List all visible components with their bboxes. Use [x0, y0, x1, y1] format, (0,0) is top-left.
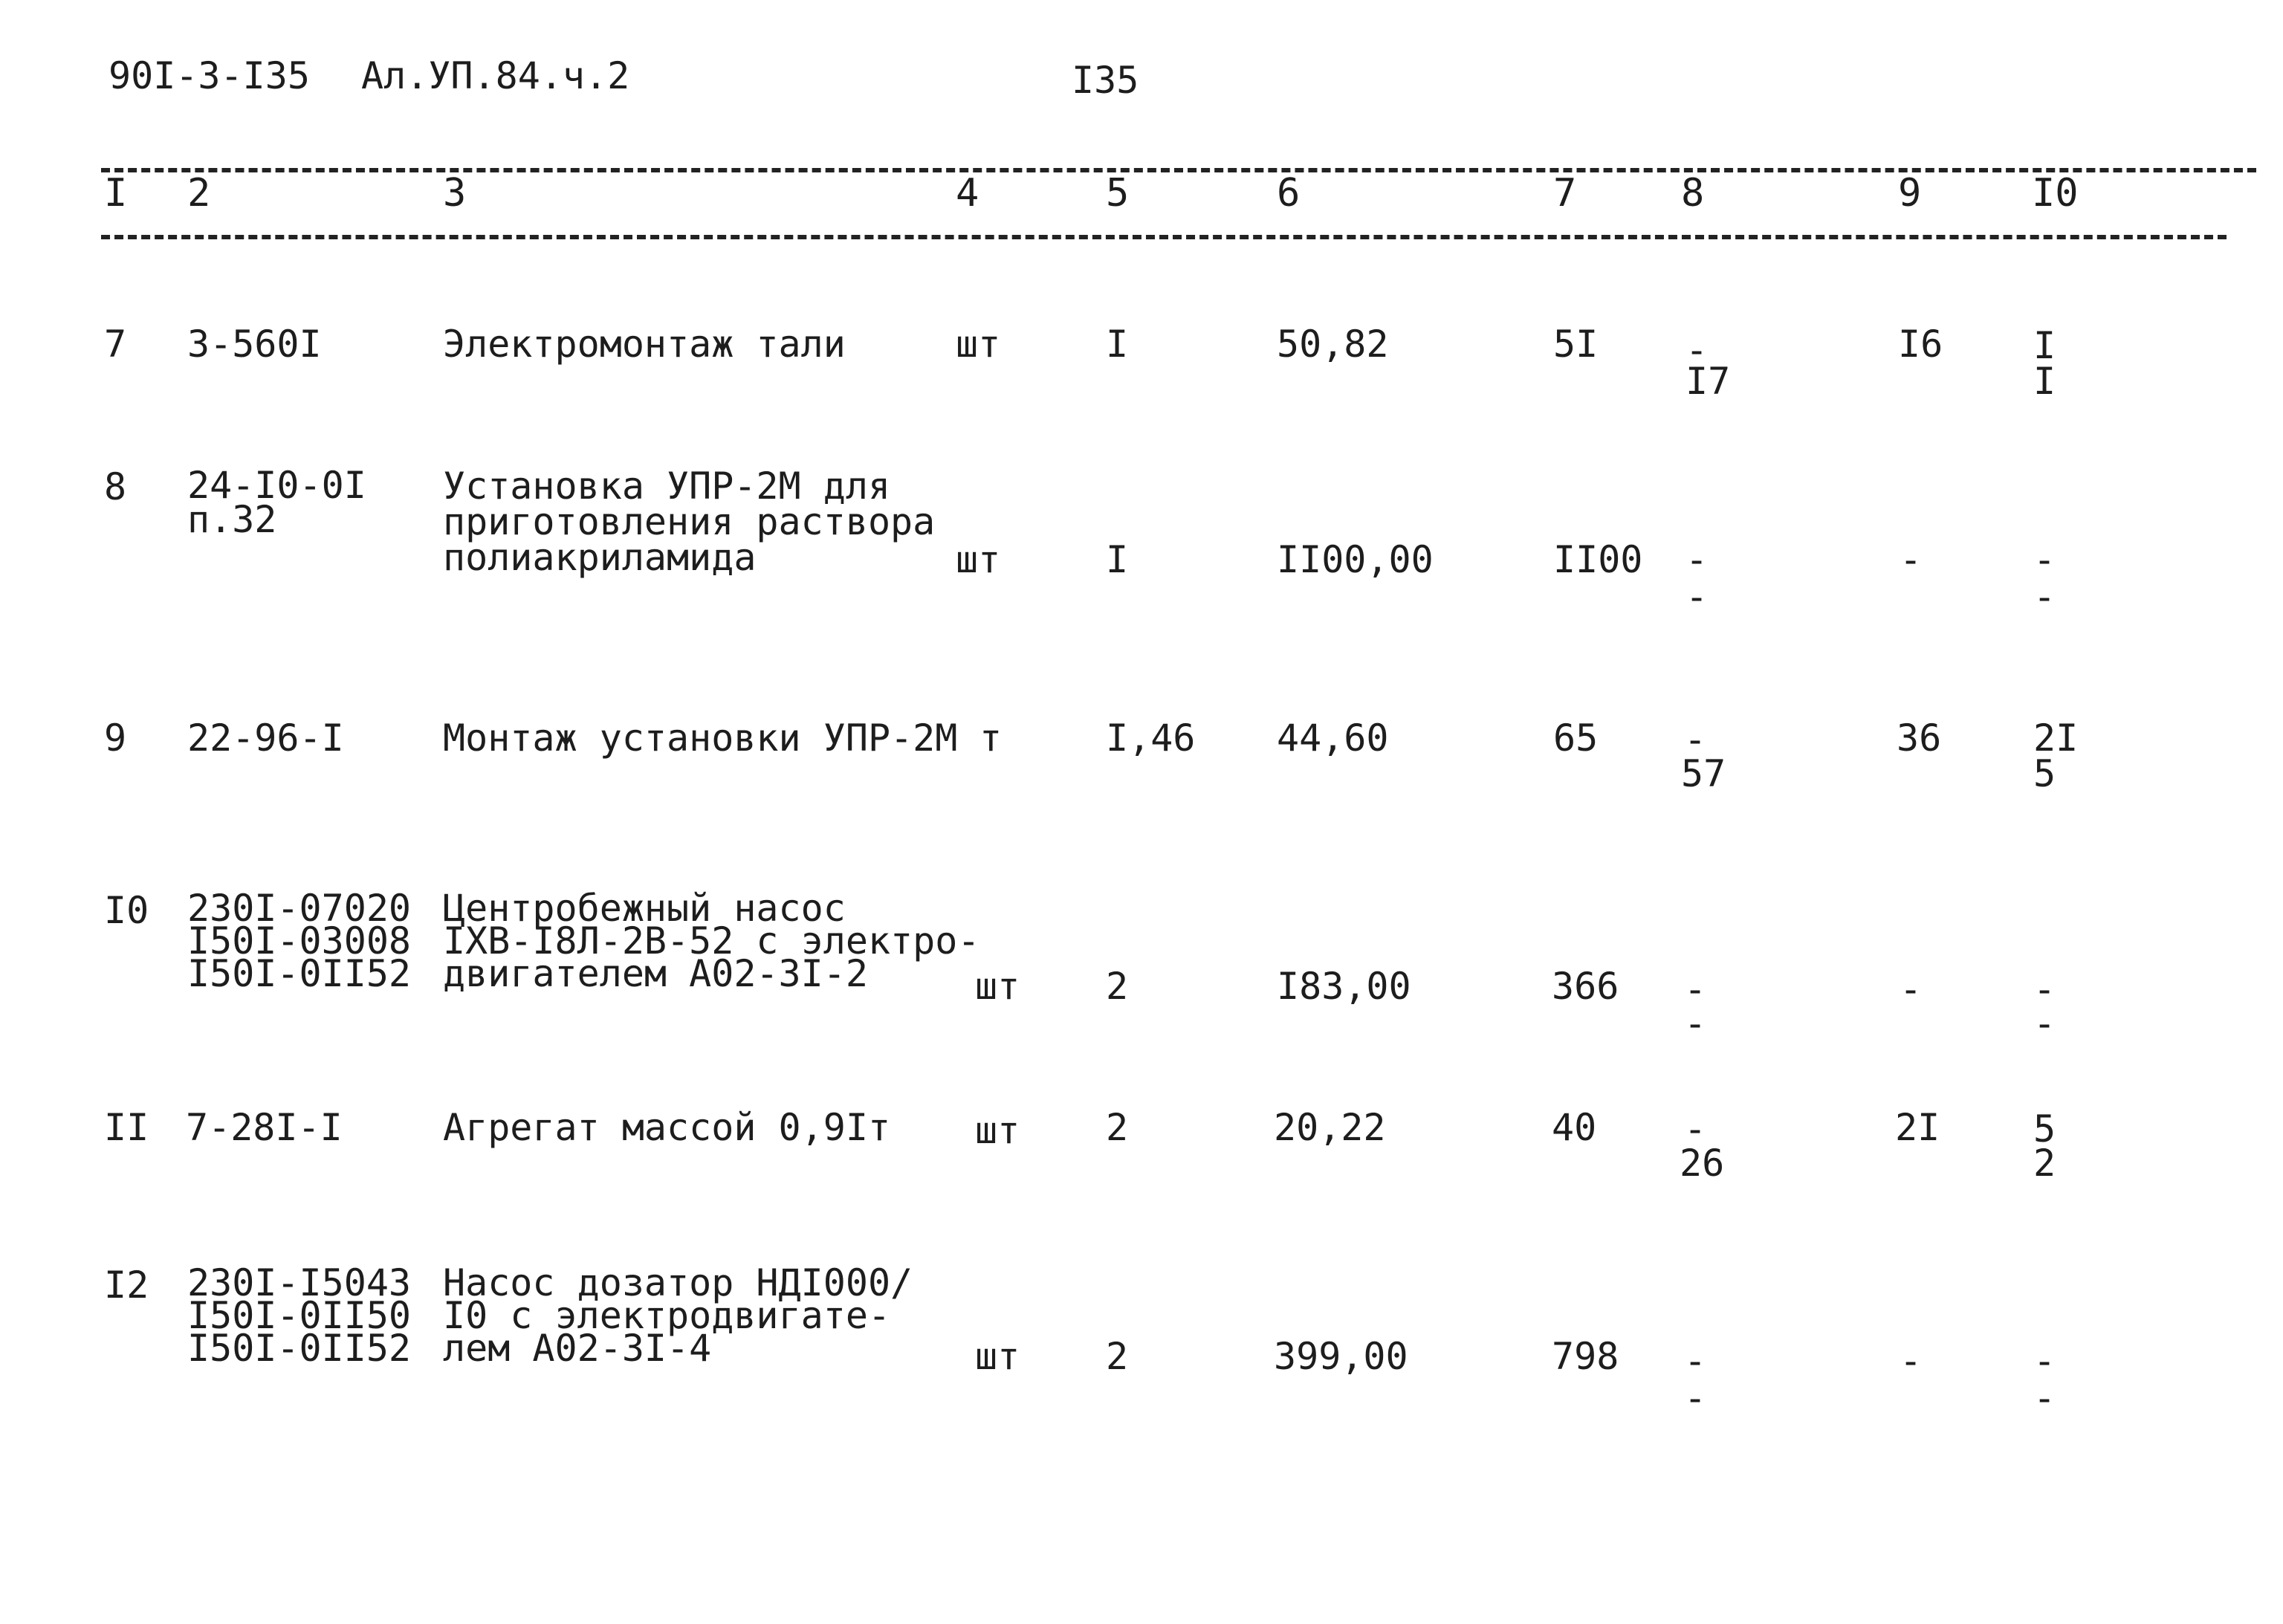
col8-top: - — [1685, 538, 1709, 581]
col8-bottom: - — [1684, 1376, 1707, 1420]
norm-code: 230I-07020 I50I-03008 I50I-0II52 — [187, 887, 412, 995]
norm-code: 3-560I — [187, 323, 322, 366]
work-description: Монтаж установки УПР-2М — [443, 716, 958, 760]
col10-bottom: 2 — [2033, 1142, 2056, 1185]
unit-price: 399,00 — [1274, 1335, 1408, 1378]
norm-code: 7-28I-I — [186, 1106, 343, 1149]
col8-top: - — [1684, 1107, 1707, 1151]
col10-bottom: - — [2033, 1002, 2056, 1045]
col10-bottom: - — [2033, 1376, 2056, 1420]
col9-value: - — [1900, 968, 1923, 1011]
quantity: 2 — [1106, 965, 1129, 1008]
header-top-rule — [101, 168, 2256, 172]
col8-bottom: - — [1684, 1002, 1707, 1045]
quantity: 2 — [1106, 1335, 1129, 1378]
col10-bottom: I — [2033, 360, 2056, 403]
col10-top: - — [2033, 538, 2056, 581]
total-cost: 798 — [1552, 1335, 1619, 1378]
row-number: II — [104, 1106, 149, 1149]
header-bottom-rule — [101, 235, 2227, 239]
work-description: Центробежный насос IХВ-I8Л-2В-52 с электро- двигателем А02-3I-2 — [443, 887, 980, 995]
col8-top: - — [1685, 329, 1709, 372]
work-description: Насос дозатор НДI000/ I0 с электродвигате- лем А02-3I-4 — [443, 1261, 913, 1370]
total-cost: 40 — [1552, 1106, 1597, 1149]
column-header-6: 6 — [1277, 171, 1301, 216]
quantity: I,46 — [1106, 716, 1196, 760]
total-cost: 5I — [1553, 323, 1599, 366]
unit: шт — [975, 1335, 1020, 1378]
unit: шт — [975, 965, 1020, 1008]
total-cost: II00 — [1553, 538, 1643, 581]
col8-bottom: I7 — [1685, 360, 1731, 403]
unit: т — [979, 716, 1003, 760]
col10-bottom: - — [2033, 575, 2056, 618]
column-header-7: 7 — [1553, 171, 1577, 216]
total-cost: 65 — [1553, 716, 1599, 760]
col10-top: - — [2033, 1339, 2056, 1382]
quantity: I — [1106, 538, 1129, 581]
column-header-10: I0 — [2032, 171, 2079, 216]
quantity: 2 — [1106, 1106, 1129, 1149]
col9-value: - — [1900, 538, 1923, 581]
column-header-3: 3 — [443, 171, 467, 216]
col8-top: - — [1684, 718, 1707, 761]
album-reference: Ал.УП.84.ч.2 — [361, 54, 630, 97]
unit-price: I83,00 — [1277, 965, 1411, 1008]
col8-bottom: 26 — [1680, 1142, 1725, 1185]
col10-top: 2I — [2033, 716, 2079, 760]
norm-code: 24-I0-0I п.32 — [187, 464, 366, 541]
column-header-8: 8 — [1681, 171, 1705, 216]
page-number: I35 — [1072, 59, 1139, 102]
col9-value: - — [1900, 1339, 1923, 1382]
row-number: 9 — [104, 716, 127, 760]
col9-value: 2I — [1895, 1106, 1940, 1149]
work-description: Агрегат массой 0,9Iт — [443, 1106, 891, 1149]
col9-value: I6 — [1898, 323, 1943, 366]
col10-bottom: 5 — [2033, 752, 2056, 795]
norm-code: 230I-I5043 I50I-0II50 I50I-0II52 — [187, 1261, 412, 1370]
norm-code: 22-96-I — [187, 716, 344, 760]
unit-price: 20,22 — [1274, 1106, 1386, 1149]
column-header-2: 2 — [187, 171, 211, 216]
work-description: Электромонтаж тали — [443, 323, 846, 366]
unit: шт — [956, 323, 1001, 366]
col8-bottom: 57 — [1681, 752, 1726, 795]
column-header-4: 4 — [956, 171, 979, 216]
col8-top: - — [1684, 1339, 1707, 1382]
unit-price: 50,82 — [1277, 323, 1389, 366]
col10-top: - — [2033, 968, 2056, 1011]
col8-top: - — [1684, 968, 1707, 1011]
row-number: I0 — [104, 889, 149, 932]
col10-top: I — [2033, 324, 2056, 367]
col8-bottom: - — [1685, 575, 1709, 618]
quantity: I — [1106, 323, 1129, 366]
unit-price: 44,60 — [1277, 716, 1389, 760]
column-header-1: I — [104, 171, 128, 216]
row-number: 8 — [104, 465, 127, 508]
document-code: 90I-3-I35 — [109, 54, 310, 97]
total-cost: 366 — [1552, 965, 1619, 1008]
unit: шт — [956, 538, 1001, 581]
column-header-5: 5 — [1106, 171, 1130, 216]
col10-top: 5 — [2033, 1107, 2056, 1151]
work-description: Установка УПР-2М для приготовления раствора полиакриламида — [443, 465, 936, 579]
unit: шт — [975, 1109, 1020, 1152]
col9-value: 36 — [1897, 716, 1942, 760]
column-header-9: 9 — [1898, 171, 1922, 216]
row-number: I2 — [104, 1264, 149, 1307]
row-number: 7 — [104, 323, 127, 366]
unit-price: II00,00 — [1277, 538, 1434, 581]
